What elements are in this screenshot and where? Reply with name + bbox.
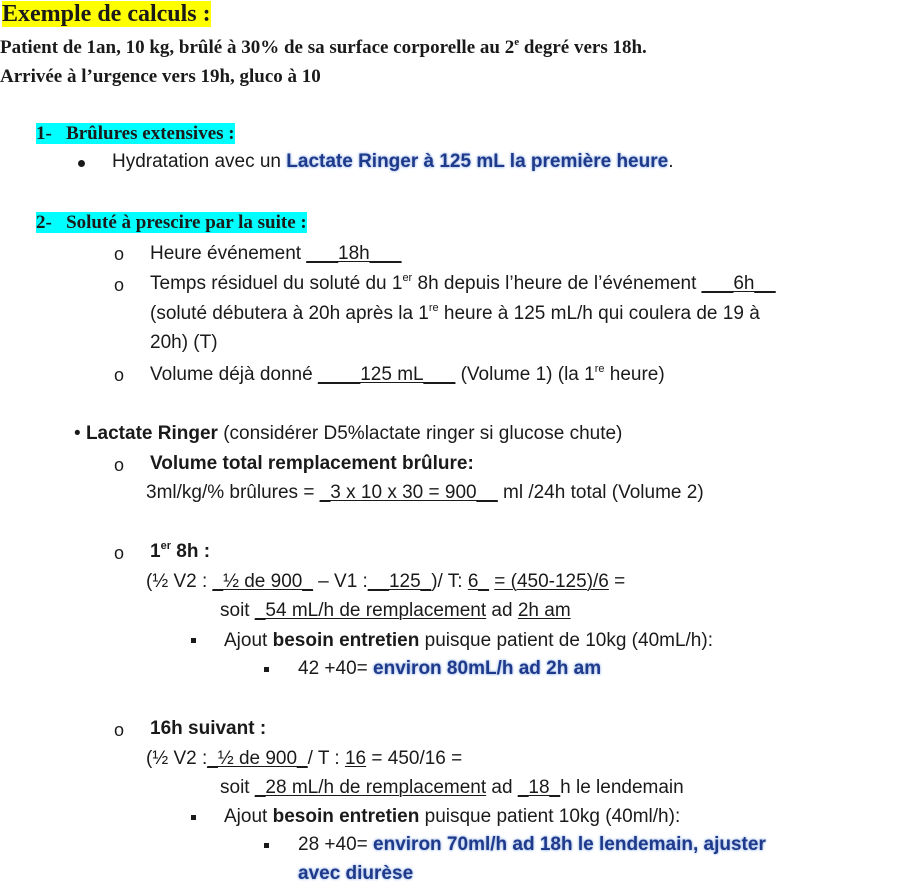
f8-u4: = (450-125)/6 (494, 571, 609, 592)
total-volume-heading (150, 454, 474, 473)
next-16h-result-line-2 (298, 864, 413, 883)
residual-text-a: Temps résiduel du soluté du 1 (150, 273, 403, 294)
n16-u2: 16 (344, 748, 367, 769)
f8-b: – V1 : (312, 571, 368, 592)
f8-a: (½ V2 : (146, 571, 213, 592)
f8-maint-bold: besoin entretien (272, 630, 420, 651)
next-16h-heading (150, 719, 266, 738)
total-formula-text: 3ml/kg/% brûlures = (146, 482, 320, 503)
bullet-dot (78, 160, 85, 167)
first-8h-heading (150, 542, 210, 561)
intro-sup: e (514, 36, 520, 48)
n16-b: / T : (307, 748, 345, 769)
f8-result-a: 42 +40= (298, 658, 374, 679)
total-volume-formula (146, 483, 704, 502)
circle-bullet-icon: o (114, 455, 125, 475)
section-2-highlight (36, 212, 307, 233)
residual-line-2b: heure à 125 mL/h qui coulera de 19 à (438, 303, 760, 324)
f8-u3: 6_ (467, 571, 489, 592)
n16-result-emph-1: environ 70ml/h ad 18h le lendemain, ajuster (373, 834, 766, 855)
n16-maint-bold: besoin entretien (272, 806, 420, 827)
circle-bullet-icon: o (114, 365, 125, 385)
n16-maint-b: puisque patient 10kg (40ml/h): (419, 806, 681, 827)
volume-label: Volume déjà donné (150, 364, 318, 385)
next-16h-result (298, 835, 766, 854)
n16-until: _18_ (517, 777, 561, 798)
intro-line-1-end: degré vers 18h. (519, 37, 647, 58)
intro-line-2-text: Arrivée à l’urgence vers 19h, gluco à 10 (0, 66, 321, 87)
n16-c: = 450/16 = (366, 748, 463, 769)
next-16h-maintenance (224, 807, 680, 826)
volume-suffix-b: heure) (604, 364, 665, 385)
section-1-number: 1- (36, 123, 52, 144)
event-time-line (150, 244, 401, 263)
event-value: ___18h___ (306, 243, 402, 264)
section-2-number: 2- (36, 212, 52, 233)
f8-maint-b: puisque patient de 10kg (40mL/h): (419, 630, 713, 651)
first-8h-sup: er (160, 540, 171, 552)
f8-u1: _½ de 900_ (212, 571, 313, 592)
f8-result-emph: environ 80mL/h ad 2h am (373, 658, 602, 679)
first-8h-heading-a: 1 (150, 541, 161, 562)
residual-value: ___6h__ (701, 273, 776, 294)
section-1-item-emphasis: Lactate Ringer à 125 mL la première heure (286, 151, 669, 172)
section-2-heading (36, 213, 307, 232)
residual-line-2a: (soluté débutera à 20h après la 1 (150, 303, 429, 324)
title-text: Exemple de calculs : (2, 1, 211, 27)
f8-ad: ad (486, 600, 518, 621)
page-title (2, 2, 211, 26)
n16-result-a: 28 +40= (298, 834, 374, 855)
section-1-item (112, 152, 673, 171)
volume-suffix-a: (Volume 1) (la 1 (455, 364, 595, 385)
residual-line-2-sup: re (428, 302, 439, 314)
n16-ad: ad (486, 777, 518, 798)
lr-bold: Lactate Ringer (85, 423, 218, 444)
square-bullet-icon (191, 638, 196, 643)
intro-line-1-text: Patient de 1an, 10 kg, brûlé à 30% de sa surface corporelle au 2 (0, 37, 515, 58)
circle-bullet-icon: o (114, 720, 125, 740)
section-1-heading (36, 124, 235, 143)
small-bullet: • (74, 423, 86, 444)
residual-text-b: 8h depuis l’heure de l’événement (412, 273, 702, 294)
lr-rest: (considérer D5%lactate ringer si glucose chute) (217, 423, 623, 444)
circle-bullet-icon: o (114, 275, 125, 295)
n16-result-emph-2: avec diurèse (298, 863, 414, 884)
n16-lendemain: h le lendemain (560, 777, 684, 798)
square-bullet-icon (191, 815, 196, 820)
square-bullet-icon (264, 843, 269, 848)
section-1-item-suffix: . (668, 151, 674, 172)
n16-soit: soit (220, 777, 255, 798)
circle-bullet-icon: o (114, 543, 125, 563)
volume-given-line (150, 365, 665, 384)
f8-soit: soit (220, 600, 255, 621)
first-8h-result (298, 659, 601, 678)
event-label: Heure événement (150, 243, 307, 264)
first-8h-rate (220, 601, 571, 620)
volume-suffix-sup: re (594, 363, 605, 375)
volume-value: ____125 mL___ (317, 364, 456, 385)
total-formula-suffix: ml /24h total (Volume 2) (497, 482, 704, 503)
next-16h-formula (146, 749, 462, 768)
n16-a: (½ V2 : (146, 748, 208, 769)
section-1-item-prefix: Hydratation avec un (112, 151, 287, 172)
circle-bullet-icon: o (114, 244, 125, 264)
f8-e: = (608, 571, 626, 592)
lactate-ringer-line (74, 424, 622, 443)
f8-maint-a: Ajout (224, 630, 273, 651)
next-16h-rate (220, 778, 684, 797)
square-bullet-icon (264, 667, 269, 672)
residual-line-1 (150, 274, 776, 293)
section-2-title: Soluté à prescire par la suite : (66, 212, 307, 233)
next-16h-title: 16h suivant : (150, 718, 267, 739)
f8-until: 2h am (517, 600, 571, 621)
residual-line-3-text: 20h) (T) (150, 332, 218, 353)
intro-line-1 (0, 38, 647, 57)
f8-c: )/ T: (431, 571, 468, 592)
residual-line-3 (150, 333, 218, 352)
n16-maint-a: Ajout (224, 806, 273, 827)
n16-u1: _½ de 900_ (207, 748, 308, 769)
f8-rate: _54 mL/h de remplacement (254, 600, 487, 621)
n16-rate: _28 mL/h de remplacement (254, 777, 487, 798)
section-1-title: Brûlures extensives : (66, 123, 235, 144)
total-formula-value: _3 x 10 x 30 = 900__ (319, 482, 498, 503)
f8-u2: __125_ (367, 571, 432, 592)
first-8h-formula (146, 572, 625, 591)
section-1-highlight (36, 123, 235, 144)
first-8h-heading-b: 8h : (170, 541, 211, 562)
total-volume-title: Volume total remplacement brûlure: (150, 453, 474, 474)
residual-line-2 (150, 304, 760, 323)
residual-sup: er (402, 272, 413, 284)
first-8h-maintenance (224, 631, 713, 650)
intro-line-2 (0, 67, 321, 86)
